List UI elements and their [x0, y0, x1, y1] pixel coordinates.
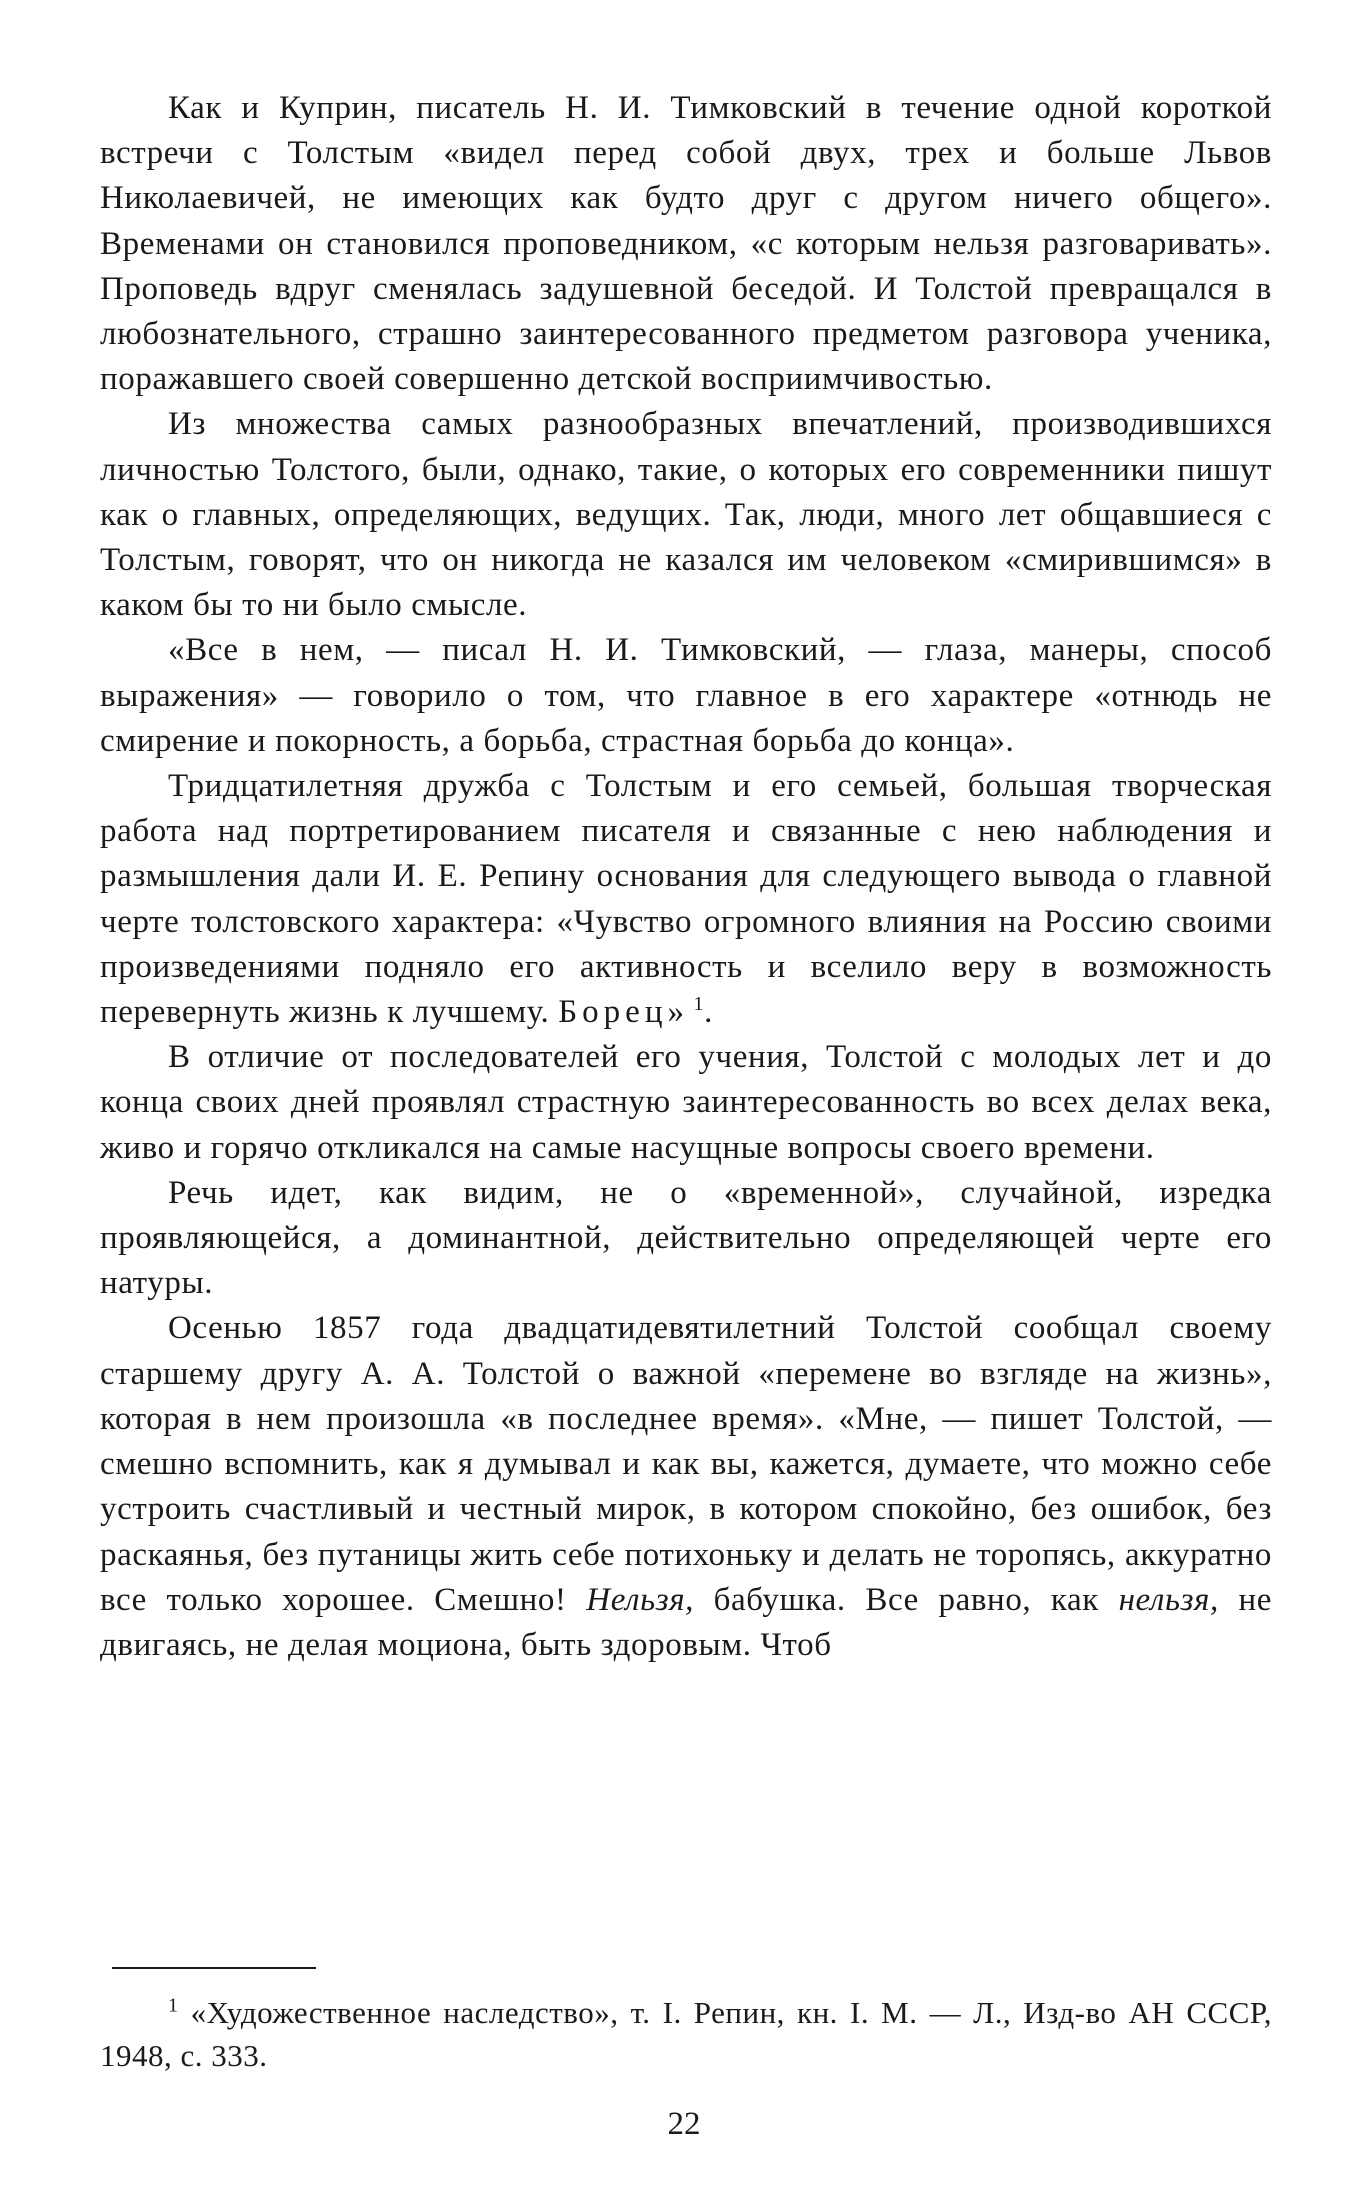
body-text	[100, 86, 1272, 1668]
quote-text: «Мне, — пишет Толстой, — смешно вспомнить, как я думывал и как вы, кажется, думаете, что можно себе устроить счастливый и честный мирок, в котором спокойно, без ошибок, без раскаянья, без путаницы жить себе потихоньку и делать не торопясь, аккуратно все только хорошее. Смешно!	[100, 1400, 1272, 1618]
footnote-marker: 1	[168, 1994, 179, 2017]
paragraph: Как и Куприн, писатель Н. И. Тимковский в течение одной короткой встречи с Толстым «видел перед собой двух, трех и больше Львов Николаевичей, не имеющих как будто друг с другом ничего общего». Временами он становился проповедником, «с которым нельзя разговаривать». Проповедь вдруг сменялась задушевной беседой. И Толстой превращался в любознательного, страшно заинтересованного предметом разговора ученика, поражавшего своей совершенно детской восприимчивостью.	[100, 90, 1272, 398]
footnote	[100, 1991, 1272, 2077]
paragraph-text: Тридцатилетняя дружба с Толстым и его семьей, большая творческая работа над портретированием писателя и связанные с нею наблюдения и размышления дали И. Е. Репину основания для следующего вывода о главной черте толстовского характера: «Чувство огромного влияния на Россию своими произведениями подняло его активность и вселило веру в возможность перевернуть жизнь к лучшему.	[100, 768, 1272, 1031]
paragraph: «Все в нем, — писал Н. И. Тимковский, — глаза, манеры, способ выражения» — говорило о том, что главное в его характере «отнюдь не смирение и покорность, а борьба, страстная борьба до конца».	[100, 632, 1272, 759]
footnote-divider	[112, 1967, 316, 1969]
italic-word: нельзя,	[1118, 1581, 1219, 1618]
paragraph: Из множества самых разнообразных впечатлений, производившихся личностью Толстого, были, однако, такие, о которых его современники пишут как о главных, определяющих, ведущих. Так, люди, много лет общавшиеся с Толстым, говорят, что он никогда не казался им человеком «смирившимся» в каком бы то ни было смысле.	[100, 406, 1272, 624]
italic-word: Нельзя,	[586, 1581, 694, 1618]
paragraph: В отличие от последователей его учения, Толстой с молодых лет и до конца своих дней проявлял страстную заинтересованность во всех делах века, живо и горячо откликался на самые насущные вопросы своего времени.	[100, 1039, 1272, 1166]
footnote-body: «Художественное наследство», т. I. Репин, кн. I. М. — Л., Изд-во АН СССР, 1948, с. 333.	[100, 1995, 1272, 2073]
period: .	[704, 994, 713, 1031]
paragraph-text: Осенью 1857 года двадцатидевятилетний Толстой сообщал своему старшему другу А. А. Толстой о важной «перемене во взгляде на жизнь», которая в нем произошла «в последнее время».	[100, 1310, 1272, 1437]
spaced-word: Борец	[558, 994, 668, 1031]
paragraph	[100, 764, 1272, 1035]
quote-text: бабушка. Все равно, как	[713, 1581, 1099, 1618]
quote-close: »	[667, 994, 685, 1031]
footnote-ref: 1	[693, 993, 705, 1016]
quote-text: не двигаясь, не делая моциона, быть здоровым. Чтоб	[100, 1581, 1272, 1663]
paragraph	[100, 1306, 1272, 1668]
paragraph: Речь идет, как видим, не о «временной», случайной, изредка проявляющейся, а доминантной, действительно определяющей черте его натуры.	[100, 1174, 1272, 1302]
page-number: 22	[667, 2106, 701, 2142]
footnote-text	[100, 1991, 1272, 2077]
